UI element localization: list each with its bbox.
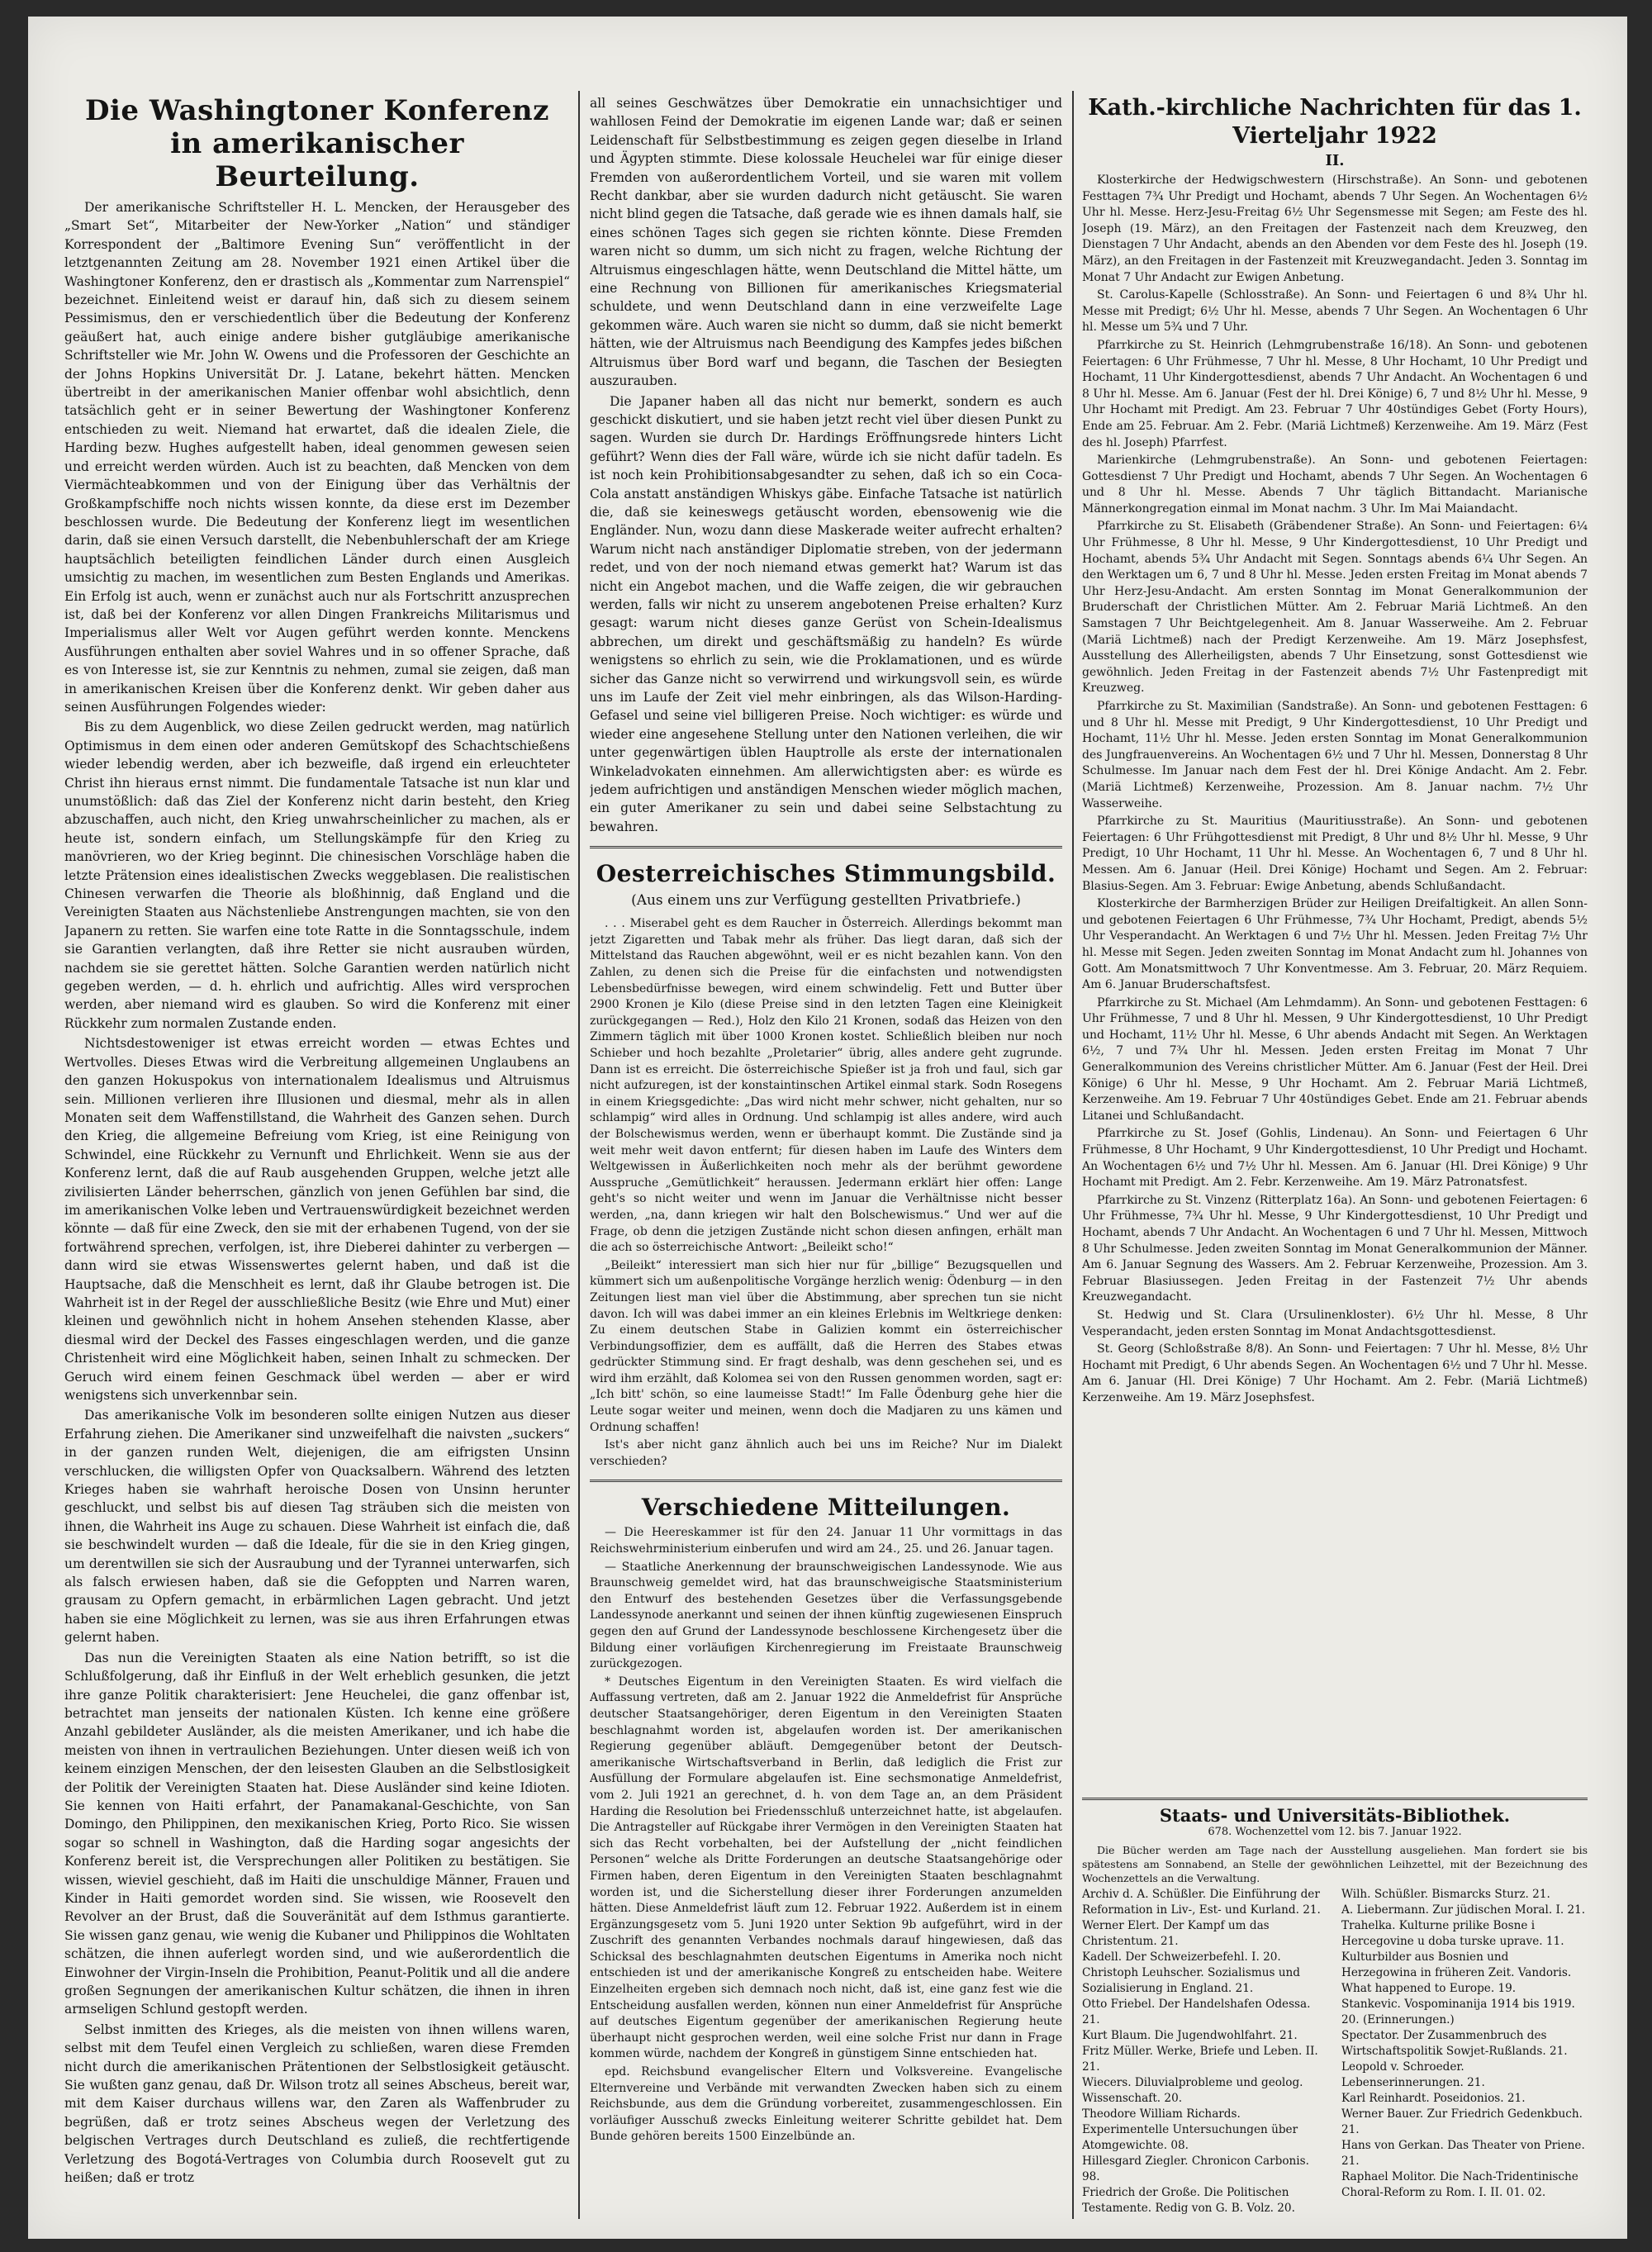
church-entry: Pfarrkirche zu St. Vinzenz (Ritterplatz 16a). An Sonn- und gebotenen Feiertagen: 6 Uhr Frühmesse, 7¾ Uhr hl. Messe, 9 Uhr Kindergottesdienst, 10 Uhr Predigt und Hochamt, abends 7 Uhr Andacht. An Wochentagen 6 und 7 Uhr hl. Messen, Mittwoch 8 Uhr Schulmesse. Jeden zweiten Sonntag im Monat Generalkommunion der Männer. Am 6. Januar Segnung des Wassers. Am 2. Februar Kerzenweihe, Prozession. Am 3. Februar Blasiussegen. Jeden Freitag in der Fastenzeit 7½ Uhr abends Kreuzwegandacht. bbox=[1082, 1193, 1588, 1304]
section-title-austria: Oesterreichisches Stimmungsbild. bbox=[596, 860, 1056, 888]
book-entry: Archiv d. A. Schüßler. Die Einführung der Reformation in Liv-, Est- und Kurland. 21. bbox=[1082, 1888, 1321, 1917]
section-divider bbox=[1082, 1798, 1588, 1800]
church-entry: Pfarrkirche zu St. Mauritius (Mauritiusstraße). An Sonn- und gebotenen Feiertagen: 6 Uhr Frühgottesdienst mit Predigt, 8 Uhr und 8½ Uhr hl. Messe, 9 Uhr Predigt, 10 Uhr Hochamt, 11 Uhr hl. Messe. An Wochentagen 6, 7 und 8 Uhr hl. Messen. Am 6. Januar (Heil. Drei Könige) Hochamt und Segen. Am 2. Februar: Blasius-Segen. Am 3. Februar: Ewige Anbetung, abends Schlußandacht. bbox=[1082, 815, 1588, 893]
paragraph: Ist's aber nicht ganz ähnlich auch bei uns im Reiche? Nur im Dialekt verschieden? bbox=[590, 1438, 1062, 1468]
church-entry: Pfarrkirche zu St. Elisabeth (Gräbendener Straße). An Sonn- und Feiertagen: 6¼ Uhr Frühmesse, 8 Uhr hl. Messe, 9 Uhr Kindergottesdienst, 10 Uhr Predigt und Hochamt, abends 5¾ Uhr Andacht mit Segen. Sonntags abends 6¼ Uhr Segen. An den Werktagen um 6, 7 und 8 Uhr hl. Messe. Jeden ersten Freitag im Monat abends 7 Uhr Herz-Jesu-Andacht. Am ersten Sonntag im Monat Generalkommunion der Bruderschaft der Christlichen Mütter. Am 2. Februar Mariä Lichtmeß. An den Samstagen 7 Uhr Beichtgelegenheit. Am 8. Januar Wasserweihe. Am 2. Februar (Mariä Lichtmeß) nach der Predigt Kerzenweihe. Am 19. März Josephsfest, Ausstellung des Allerheiligsten, abends 7 Uhr Einsetzung, sonst Gottesdienst wie gewöhnlich. Jeden Freitag in der Fastenzeit abends 7½ Uhr Fastenpredigt mit Kreuzweg. bbox=[1082, 520, 1588, 696]
church-entry: Pfarrkirche zu St. Maximilian (Sandstraße). An Sonn- und gebotenen Festtagen: 6 und 8 Uhr hl. Messe mit Predigt, 9 Uhr Kindergottesdienst, 10 Uhr Predigt und Hochamt, 11½ Uhr hl. Messe. Jeden ersten Sonntag im Monat Generalkommunion des Jungfrauenvereins. An Wochentagen 6½ und 7 Uhr hl. Messen, Donnerstag 8 Uhr Schulmesse. Im Januar nach dem Fest der hl. Drei Könige Andacht. Am 2. Febr. (Mariä Lichtmeß) Kerzenweihe, Prozession. Am 8. Januar nachm. 7½ Uhr Wasserweihe. bbox=[1082, 700, 1588, 810]
paragraph: — Die Heereskammer ist für den 24. Januar 11 Uhr vormittags in das Reichswehrministerium einberufen und wird am 24., 25. und 26. Januar tagen. bbox=[590, 1526, 1062, 1556]
book-entry: Christoph Leuhscher. Sozialismus und Sozialisierung in England. 21. bbox=[1082, 1966, 1300, 1995]
library-column-right bbox=[1341, 1887, 1588, 2216]
book-entry: Otto Friebel. Der Handelshafen Odessa. 21. bbox=[1082, 1998, 1311, 2026]
book-entry: Hillesgard Ziegler. Chronicon Carbonis. 98. bbox=[1082, 2155, 1309, 2183]
paragraph: — Staatliche Anerkennung der braunschweigischen Landessynode. Wie aus Braunschweig gemeldet wird, hat das braunschweigische Staatsministerium den Entwurf des bestehenden Gesetzes über die Verfassungsgebende Landessynode anerkannt und seinen der ihnen künftig zugewiesenen Einspruch gegen den auf Grund der Landessynode beschlossene Kirchengesetz über die Bildung einer vorläufigen Kirchenregierung im Freistaate Braunschweig zurückgezogen. bbox=[590, 1560, 1062, 1671]
article-body bbox=[64, 198, 570, 2187]
church-entry: Klosterkirche der Hedwigschwestern (Hirschstraße). An Sonn- und gebotenen Festtagen 7¾ Uhr Predigt und Hochamt, abends 7 Uhr Segen. An Wochentagen 6½ Uhr hl. Messe. Herz-Jesu-Freitag 6½ Uhr Segensmesse mit Segen; am Feste des hl. Joseph (19. März), an den Freitagen der Fastenzeit nach dem Kreuzweg, den Dienstagen 7 Uhr Andacht, abends an den Abenden vor dem Feste des hl. Joseph (19. März), an den Freitagen in der Fastenzeit mit Kreuzwegandacht. Jeden 3. Sonntag im Monat 7 Uhr Andacht zur Ewigen Anbetung. bbox=[1082, 173, 1588, 284]
paragraph: „Beileikt“ interessiert man sich hier nur für „billige“ Bezugsquellen und kümmert sich um außenpolitische Vorgänge herzlich wenig: Ödenburg — in den Zeitungen liest man viel über die Abstimmung, aber sprechen tun sie nicht davon. Ich will was dabei immer an ein kleines Erlebnis im Weltkriege denken: Zu einem deutschen Stabe in Galizien kommt ein österreichischer Verbindungsoffizier, dem es auffällt, daß die Herren des Stabes etwas gedrückter Stimmung sind. Er fragt deshalb, was denn geschehen sei, und es wird ihm erzählt, daß Kolomea sei von den Russen genommen worden, sagt er: „Ich bitt' schön, so eine laumeisse Stadt!“ Im Falle Ödenburg gehe hier die Leute sogar weiter und meinen, wenn doch die Madjaren zu uns kämen und Ordnung schaffen! bbox=[590, 1258, 1062, 1434]
church-entry: St. Carolus-Kapelle (Schlosstraße). An Sonn- und Feiertagen 6 und 8¾ Uhr hl. Messe mit Predigt; 6½ Uhr hl. Messe, abends 7 Uhr Segen. An Wochentagen 6 Uhr hl. Messe um 5¾ und 7 Uhr. bbox=[1082, 288, 1588, 335]
book-entry: Spectator. Der Zusammenbruch des Wirtschaftspolitik Sowjet-Rußlands. 21. bbox=[1341, 2029, 1568, 2058]
church-entry: Pfarrkirche zu St. Michael (Am Lehmdamm). An Sonn- und gebotenen Festtagen: 6 Uhr Frühmesse, 7 und 8 Uhr hl. Messen, 9 Uhr Kindergottesdienst, 10 Uhr Predigt und Hochamt, 11½ Uhr hl. Messe, 6 Uhr abends Andacht mit Segen. An Werktagen 6½, 7 und 7¾ Uhr hl. Messen. Jeden ersten Freitag im Monat 7 Uhr Generalkommunion des Vereins christlicher Mütter. Am 6. Januar (Fest der Heil. Drei Könige) 6 Uhr hl. Messe, 9 Uhr Hochamt. Am 2. Februar Mariä Lichtmeß, Kerzenweihe. Am 19. Februar 7 Uhr 40stündiges Gebet. Ende am 21. Februar abends Litanei und Schlußandacht. bbox=[1082, 995, 1588, 1123]
book-entry: Karl Reinhardt. Poseidonios. 21. bbox=[1341, 2092, 1526, 2105]
column-middle bbox=[590, 94, 1062, 2222]
article-continuation bbox=[590, 94, 1062, 836]
book-entry: Kurt Blaum. Die Jugendwohlfahrt. 21. bbox=[1082, 2029, 1298, 2042]
paragraph: Das amerikanische Volk im besonderen sollte einigen Nutzen aus dieser Erfahrung ziehen. Die Amerikaner sind unzweifelhaft die naivsten „suckers“ in der ganzen runden Welt, diejenigen, die am eifrigsten Unsinn verschlucken, die willigsten Opfer von Quacksalbern. Während des letzten Krieges haben sie wahrhaft heroische Dosen von Unsinn herunter geschluckt, und selbst bis auf diesen Tag sträuben sich die meisten von ihnen, die Wahrheit ins Auge zu schauen. Diese Wahrheit ist einfach die, daß sie beschwindelt wurden — daß die Ideale, für die sie in den Krieg gingen, um derentwillen sie sich der Ausraubung und der Tyrannei unterwarfen, sich als falsch erwiesen haben, daß sie die Gefoppten und Narren waren, grausam zu Opfern gemacht, in erbärmlichen Lagen gebracht. Und jetzt haben sie eine Möglichkeit zu lernen, was sie aus ihren Erfahrungen etwas gelernt haben. bbox=[64, 1408, 570, 1646]
paragraph: Der amerikanische Schriftsteller H. L. Mencken, der Herausgeber des „Smart Set“, Mitarbeiter der New-Yorker „Nation“ und ständiger Korrespondent der „Baltimore Evening Sun“ veröffentlicht in der letztgenannten Zeitung am 28. November 1921 einen Artikel über die Washingtoner Konferenz, den er drastisch als „Kommentar zum Narrenspiel“ bezeichnet. Einleitend weist er darauf hin, daß sich zu diesem seinem Pessimismus, den er verschiedentlich über die Bedeutung der Konferenz geäußert hat, auch einige andere bisher gutgläubige amerikanische Schriftsteller wie Mr. John W. Owens und die Professoren der Geschichte an der Johns Hopkins Universität Dr. J. Latane, bekehrt hätten. Mencken übertreibt in der amerikanischen Manier offenbar wohl absichtlich, denn tatsächlich geht er in seiner Bewertung der Washingtoner Konferenz entschieden zu weit. Niemand hat erwartet, daß die idealen Ziele, die Harding bezw. Hughes aufgestellt haben, ideal genommen gewesen seien und erreicht werden würden. Auch ist zu beachten, daß Mencken von dem Viermächteabkommen und von der Einigung über das Verhältnis der Großkampfschiffe noch nichts wissen konnte, da diese erst im Dezember beschlossen wurde. Die Bedeutung der Konferenz liegt im wesentlichen darin, daß sie einen Versuch darstellt, die Nebenbuhlerschaft der am Kriege hauptsächlich beteiligten feindlichen Länder durch einen Ausgleich umsichtig zu machen, im wesentlichen zum Besten Englands und Amerikas. Ein Erfolg ist auch, wenn er zunächst auch nur als Fortschritt anzusprechen ist, daß bei der Konferenz vor allen Dingen Frankreichs Militarismus und Imperialismus aller Welt vor Augen geführt werden konnte. Menckens Ausführungen enthalten aber soviel Wahres und in so offener Sprache, daß es von Interesse ist, sie zur Kenntnis zu nehmen, zumal sie zeigen, daß man in amerikanischen Kreisen über die Konferenz denkt. Wir geben daher aus seinen Ausführungen Folgendes wieder: bbox=[64, 200, 570, 715]
section-title-misc: Verschiedene Mitteilungen. bbox=[641, 1494, 1011, 1522]
church-entry: St. Georg (Schloßstraße 8/8). An Sonn- und Feiertagen: 7 Uhr hl. Messe, 8½ Uhr Hochamt mit Predigt, 6 Uhr abends Segen. An Wochentagen 6½ und 7 Uhr hl. Messe. Am 6. Januar (Hl. Drei Könige) 7 Uhr Hochamt. Am 2. Febr. (Mariä Lichtmeß) Kerzenweihe. Am 19. März Josephsfest. bbox=[1082, 1342, 1588, 1404]
book-entry: Werner Elert. Der Kampf um das Christentum. 21. bbox=[1082, 1919, 1270, 1948]
library-column-left bbox=[1082, 1887, 1328, 2216]
book-entry: Raphael Molitor. Die Nach-Tridentinische Choral-Reform zu Rom. I. II. 01. 02. bbox=[1341, 2170, 1578, 2199]
church-entry: Klosterkirche der Barmherzigen Brüder zur Heiligen Dreifaltigkeit. An allen Sonn- und gebotenen Feiertagen 6 Uhr Frühmesse, 7¾ Uhr Hochamt, Predigt, abends 5½ Uhr Vesperandacht. An Werktagen 6 und 7½ Uhr hl. Messen. Jeden Freitag 7½ Uhr hl. Messe mit Segen. Jeden zweiten Sonntag im Monat Andacht zum hl. Johannes von Gott. Am Monatsmittwoch 7 Uhr Konventmesse. Am 3. Februar, 20. März Requiem. Am 6. Januar Bruderschaftsfest. bbox=[1082, 897, 1588, 992]
paragraph: . . . Miserabel geht es dem Raucher in Österreich. Allerdings bekommt man jetzt Zigaretten und Tabak mehr als früher. Das liegt daran, daß sich der Mittelstand das Rauchen abgewöhnt, weil er es nicht bezahlen kann. Von den Zahlen, zu denen sich die Preise für die einfachsten und notwendigsten Lebensbedürfnisse bewegen, wird einem schwindelig. Fett und Butter über 2900 Kronen je Kilo (diese Preise sind in den letzten Tagen eine Kleinigkeit zurückgegangen — Red.), Holz den Kilo 21 Kronen, sodaß das Heizen von den Zimmern täglich mit über 1000 Kronen kostet. Schließlich bleiben nur noch Schieber und hoch bezahlte „Proletarier“ übrig, alles andere geht zugrunde. Dann ist es erreicht. Die österreichische Spießer ist ja froh und faul, sich gar nicht aufzuregen, ist der konstaintinschen Artikel einmal stark. Sodn Rosegens in einem Kriegsgedichte: „Das wird nicht mehr schwer, nicht gehalten, nur so schlampig“ wird alles in Ordnung. Und schlampig ist alles andere, wird auch der Bolschewismus werden, wenn er überhaupt kommt. Die Zustände sind ja weit mehr weit davon entfernt; für diesen haben im Laufe des Winters dem Weltgewissen in Äußerlichkeiten noch mehr als der berühmt gewordene Ausspruche „Gemütlichkeit“ heraussen. Jedermann erklärt hier offen: Lange geht's so nicht weiter und wenn im Januar die Verhältnisse nicht besser werden, „na, dann kriegen wir halt den Bolschewismus.“ Und wer auf die Frage, ob denn die jetzigen Zustände nicht schon diesen anfingen, erhält man die ach so österreichische Antwort: „Beileikt scho!“ bbox=[590, 917, 1062, 1255]
paragraph: Bis zu dem Augenblick, wo diese Zeilen gedruckt werden, mag natürlich Optimismus in dem einen oder anderen Gemütskopf des Schachtschießens wieder lebendig werden, aber ich bezweifle, daß irgend ein erleuchteter Christ ihn hieraus ernst nimmt. Die fundamentale Tatsache ist nun klar und unumstößlich: daß das Ziel der Konferenz nicht darin besteht, den Krieg abzuschaffen, auch nicht, den Krieg unwahrscheinlicher zu machen, als er heute ist, sondern einfach, um Stellungskämpfe für den Krieg zu manövrieren, wo der Krieg beginnt. Die chinesischen Vorschläge haben die letzte Prätension eines idealistischen Zwecks weggeblasen. Die realistischen Chinesen verwarfen die Theorie als bloßhinnig, daß England und die Vereinigten Staaten aus Nächstenliebe Anstrengungen machten, sie von den Japanern zu retten. Sie warfen eine tote Ratte in die Sonntagsschule, indem sie Garantien verlangten, daß ihre Retter sie nicht ausrauben würden, nachdem sie sie gerettet hätten. Solche Garantien werden natürlich nicht gegeben werden, — d. h. ehrlich und aufrichtig. Alles wird versprochen werden, aber niemand wird es glauben. So wird die Konferenz mit einer Rückkehr zum normalen Zustande enden. bbox=[64, 720, 570, 1031]
book-entry: Hans von Gerkan. Das Theater von Priene. 21. bbox=[1341, 2139, 1585, 2168]
church-entry: Pfarrkirche zu St. Heinrich (Lehmgrubenstraße 16/18). An Sonn- und gebotenen Feiertagen: 6 Uhr Frühmesse, 7 Uhr hl. Messe, 8 Uhr Hochamt, 10 Uhr Predigt und Hochamt, 11 Uhr Kindergottesdienst, abends 7 Uhr Andacht. An Wochentagen 6 und 8 Uhr hl. Messe. Am 6. Januar (Fest der hl. Drei Könige) 6, 7 und 8½ Uhr hl. Messe, 9 Uhr Hochamt mit Predigt. Am 23. Februar 7 Uhr 40stündiges Gebet (Forty Hours), Ende am 25. Februar. Am 2. Febr. (Mariä Lichtmeß) Kerzenweihe. Am 19. März (Fest des hl. Joseph) Pfarrfest. bbox=[1082, 338, 1588, 449]
book-entry: Fritz Müller. Werke, Briefe und Leben. II. 21. bbox=[1082, 2045, 1318, 2074]
section-divider bbox=[590, 1480, 1062, 1482]
paragraph: Das nun die Vereinigten Staaten als eine Nation betrifft, so ist die Schlußfolgerung, daß ihr Einfluß in der Welt erheblich gesunken, die jetzt ihre ganze Politik charakterisiert: Jene Heuchelei, die ganz offenbar ist, betrachtet man jenseits der nationalen Küsten. Ich kenne eine größere Anzahl gebildeter Ausländer, als die meisten Amerikaner, und ich habe die meisten von ihnen in vertraulichen Beziehungen. Unter diesen weiß ich von keinem einzigen Menschen, der den leisesten Glauben an die Selbstlosigkeit der Politik der Vereinigten Staaten hat. Diese Ausländer sind keine Idioten. Sie kennen von Haiti erfahrt, der Panamakanal-Geschichte, von San Domingo, den Philippinen, den mexikanischen Krieg, Porto Rico. Sie wissen sogar so schnell in Washington, daß die Harding sogar angesichts der Konferenz bereit ist, die Versprechungen aller Politiken zu bestätigen. Sie wissen, wieviel geschieht, daß im Haiti die unschuldige Männer, Frauen und Kinder in Haiti gemordet worden sind. Sie wissen, wie Roosevelt den Revolver an der Brust, daß die Souveränität auf dem Isthmus garantierte. Sie wissen ganz genau, wie wenig die Kubaner und Philippinos die Wohltaten schätzen, die ihnen auferlegt worden sind, und wie außerordentlich die Einwohner der Virgin-Inseln die Prohibition, Peanut-Politik und all die andere großen Segnungen der amerikanischen Kultur schätzen, die ihnen in ihren armseligen Schlund gestopft werden. bbox=[64, 1650, 570, 2017]
church-news-number: II. bbox=[1325, 152, 1345, 169]
column-washington-conference bbox=[64, 94, 570, 2222]
book-entry: Werner Bauer. Zur Friedrich Gedenkbuch. 21. bbox=[1341, 2107, 1583, 2136]
book-entry: Kadell. Der Schweizerbefehl. I. 20. bbox=[1082, 1950, 1281, 1964]
book-entry: Friedrich der Große. Die Politischen Testamente. Redig von G. B. Volz. 20. bbox=[1082, 2186, 1295, 2215]
column-divider bbox=[1072, 91, 1074, 2219]
section-subtitle: (Aus einem uns zur Verfügung gestellten Privatbriefe.) bbox=[631, 892, 1021, 910]
church-listings bbox=[1082, 173, 1588, 1788]
paragraph: epd. Reichsbund evangelischer Eltern und Volksvereine. Evangelische Elternvereine und Verbände mit verwandten Zwecken haben sich zu einem Reichsbunde, aus dem die Gründung vorbereitet, zusammengeschlossen. Ein vorläufiger Ausschuß zwecks Einleitung weiterer Schritte gebildet hat. Dem Bunde gehören bereits 1500 Einzelbünde an. bbox=[590, 2065, 1062, 2144]
paragraph: Die Japaner haben all das nicht nur bemerkt, sondern es auch geschickt diskutiert, und sie haben jetzt recht viel über diesen Punkt zu sagen. Wurden sie durch Dr. Hardings Eröffnungsrede hinters Licht geführt? Wenn dies der Fall wäre, würde ich sie nicht dafür tadeln. Es ist noch kein Prohibitionsabgesandter zu sehen, daß ich so ein Coca-Cola anstatt anständigen Whiskys gäbe. Einfache Tatsache ist natürlich die, daß sie keineswegs getäuscht worden, ebensowenig wie die Engländer. Nun, wozu dann diese Maskerade weiter aufrecht erhalten? Warum nicht nach anständiger Diplomatie streben, von der jedermann redet, und von der noch niemand etwas gemerkt hat? Warum ist das nicht ein Angebot machen, und die Waffe zeigen, die wir gebrauchen werden, falls wir nicht zu unserem angebotenen Preise erhalten? Kurz gesagt: warum nicht dieses ganze Gerüst von Schein-Idealismus abbrechen, um direkt und geschäftsmäßig zu handeln? Es würde wenigstens so ehrlich zu sein, wie die Proklamationen, und es würde sicher das Ganze nicht so verwirrend und wirkungsvoll sein, es würde uns im Laufe der Zeit viel mehr einbringen, als das Wilson-Harding-Gefasel und seine viel billigeren Preise. Noch wichtiger: es würde und wieder eine angesehene Stellung unter den Nationen verleihen, die wir unter gegenwärtigen üblen Hauptrolle als erste der internationalen Winkeladvokaten einnehmen. Am allerwichtigsten aber: es würde es jedem aufrichtigen und anständigen Menschen wieder möglich machen, ein guter Amerikaner zu sein und dabei seine Selbstachtung zu bewahren. bbox=[590, 393, 1062, 834]
book-entry: Theodore William Richards. Experimentelle Untersuchungen über Atomgewichte. 08. bbox=[1082, 2107, 1298, 2152]
book-entry: Wiecers. Diluvialprobleme und geolog. Wissenschaft. 20. bbox=[1082, 2076, 1303, 2105]
book-entry: Leopold v. Schroeder. Lebenserinnerungen. 21. bbox=[1341, 2060, 1485, 2089]
library-title: Staats- und Universitäts-Bibliothek. bbox=[1159, 1805, 1511, 1826]
column-divider bbox=[578, 91, 580, 2219]
church-entry: Marienkirche (Lehmgrubenstraße). An Sonn- und gebotenen Feiertagen: Gottesdienst 7 Uhr Predigt und Hochamt, abends 7 Uhr Segen. An Wochentagen 6 und 8 Uhr hl. Messe. Abends 7 Uhr täglich Bittandacht. Marianische Männerkongregation einmal im Monat nachm. 3 Uhr. Im Mai Maiandacht. bbox=[1082, 454, 1588, 515]
paragraph: * Deutsches Eigentum in den Vereinigten Staaten. Es wird vielfach die Auffassung vertreten, daß am 2. Januar 1922 die Anmeldefrist für Ansprüche deutscher Staatsangehöriger, deren Eigentum in den Vereinigten Staaten beschlagnahmt worden ist, abgelaufen worden ist. Der amerikanischen Regierung gegenüber abläuft. Demgegenüber betont der Deutsch-amerikanische Wirtschaftsverband in Berlin, daß lediglich die Frist zur Ausfüllung der Formulare abgelaufen ist. Eine sechsmonatige Anmeldefrist, vom 2. Juli 1921 an gerechnet, d. h. von dem Tage an, an dem Präsident Harding die Resolution bei Friedensschluß unterzeichnet hatte, ist abgelaufen. Die Antragsteller auf Rückgabe ihrer Vermögen in den Vereinigten Staaten hat sich das Recht vorbehalten, bei der Aufstellung der „nicht feindlichen Personen“ welche als Dritte Forderungen an deutsche Staatsangehörige oder Firmen haben, deren Eigentum in den Vereinigten Staaten beschlagnahmt worden ist, und die Sicherstellung dieser ihrer Forderungen anzumelden hätten. Diese Anmeldefrist läuft zum 12. Februar 1922. Außerdem ist in einem Ergänzungsgesetz vom 5. Juni 1920 unter Sektion 9b aufgeführt, wird in der Zuschrift des genannten Verbandes nochmals darauf hingewiesen, daß das Schicksal des beschlagnahmten deutschen Eigentums in Amerika noch nicht entschieden ist und der amerikanische Kongreß zu entscheiden habe. Weitere Einzelheiten ergeben sich demnach noch nicht, daß ist, eine ganz fest wie die Entscheidung ausfallen werden, können nun einer Anmeldefrist für Ansprüche auf deutsches Eigentum gegenüber der amerikanischen Regierung heute überhaupt nicht gesprochen werden, weil eine solche Frist nur dann in Frage kommen würde, nachdem der Kongreß in günstigem Sinne entschieden hat. bbox=[590, 1675, 1062, 2061]
newspaper-page bbox=[28, 17, 1627, 2239]
church-entry: Pfarrkirche zu St. Josef (Gohlis, Lindenau). An Sonn- und Feiertagen 6 Uhr Frühmesse, 8 Uhr Hochamt, 9 Uhr Kindergottesdienst, 10 Uhr Predigt und Hochamt. An Wochentagen 6½ und 7½ Uhr hl. Messen. Am 6. Januar (Hl. Drei Könige) 9 Uhr Hochamt mit Predigt. Am 2. Febr. Kerzenweihe. Am 19. März Patronatsfest. bbox=[1082, 1127, 1588, 1190]
section-divider bbox=[590, 846, 1062, 848]
column-church-news bbox=[1082, 94, 1588, 2222]
article-headline: Die Washingtoner Konferenz in amerikanischer Beurteilung. bbox=[85, 94, 549, 193]
library-subtitle: 678. Wochenzettel vom 12. bis 7. Januar 1922. bbox=[1208, 1826, 1462, 1838]
paragraph: Nichtsdestoweniger ist etwas erreicht worden — etwas Echtes und Wertvolles. Dieses Etwas wird die Verbreitung allgemeinen Unglaubens an den ganzen Hokuspokus von internationalem Idealismus und Altruismus sein. Millionen verlieren ihre Illusionen und diesmal, mehr als in allen Monaten seit dem Waffenstillstand, die Wahrheit des Ganzen sehen. Durch den Krieg, die allgemeine Befreiung vom Krieg, ist eine Reinigung von Schwindel, eine Rückkehr zu Vernunft und Ehrlichkeit. Wenn sie aus der Konferenz lernt, daß die auf Raub ausgehenden Gruppen, welche jetzt alle zivilisierten Länder beherrschen, gänzlich von jenen Gefühlen bar sind, die im amerikanischen Volke leben und Vertrauenswürdigkeit bezeichnet werden könnte — daß für eine Zweck, den sie mit der erhabenen Tugend, von der sie fortwährend sprechen, verfolgen, ist, ihre Dieberei dahinter zu verbergen — dann wird sie etwas Wissenswertes gelernt haben, und daß ist die Hauptsache, daß die Menschheit es lernt, daß ihr Glaube betrogen ist. Die Wahrheit ist in der Regel der ausschließliche Besitz (wie Ehre und Mut) einer kleinen und gewöhnlich nicht in hohem Ansehen stehenden Klasse, aber diesmal wird der Deckel des Fasses eingeschlagen werden, und die ganze Christenheit wird eine Möglichkeit haben, seinen Inhalt zu schmecken. Der Geruch wird einem feinen Geschmack übel werden — aber er wird wenigstens sich unverkennbar sein. bbox=[64, 1036, 570, 1403]
paragraph: Selbst inmitten des Krieges, als die meisten von ihnen willens waren, selbst mit dem Teufel einen Vergleich zu schließen, waren diese Fremden nicht durch die amerikanischen Prätentionen der Selbstlosigkeit getäuscht. Sie wußten ganz genau, daß Dr. Wilson trotz all seines Abscheus, bereit war, mit dem Kaiser durchaus willens war, den Zaren als Waffenbruder zu begrüßen, daß er trotz seines Abscheus wegen der Verletzung des belgischen Vertrages durch Deutschland es zuließ, die rechtfertigende Verletzung des Bogotá-Vertrages von Columbia durch Roosevelt gut zu heißen; daß er trotz bbox=[64, 2022, 570, 2186]
church-entry: St. Hedwig und St. Clara (Ursulinenkloster). 6½ Uhr hl. Messe, 8 Uhr Vesperandacht, jeden ersten Sonntag im Monat Andachtsgottesdienst. bbox=[1082, 1308, 1588, 1338]
book-entry: A. Liebermann. Zur jüdischen Moral. I. 21. bbox=[1341, 1903, 1586, 1917]
church-news-title: Kath.-kirchliche Nachrichten für das 1. Vierteljahr 1922 bbox=[1088, 95, 1582, 149]
book-entry: Stankevic. Vospominanija 1914 bis 1919. 20. (Erinnerungen.) bbox=[1341, 1998, 1575, 2026]
book-entry: Wilh. Schüßler. Bismarcks Sturz. 21. bbox=[1341, 1888, 1550, 1901]
library-book-list bbox=[1082, 1887, 1588, 2216]
library-note: Die Bücher werden am Tage nach der Ausstellung ausgeliehen. Man fordert sie bis spätestens am Sonnabend, an Stelle der gewöhnlichen Leihzettel, mit der Bezeichnung des Wochenzettels an die Verwaltung. bbox=[1082, 1844, 1588, 1884]
book-entry: Trahelka. Kulturne prilike Bosne i Hercegovine u doba turske uprave. 11. Kulturbilder aus Bosnien und Herzegowina in früheren Zeit. Vandoris. What happened to Europe. 19. bbox=[1341, 1919, 1572, 1995]
paragraph: all seines Geschwätzes über Demokratie ein unnachsichtiger und wahllosen Feind der Demokratie im eigenen Lande war; daß er seinen Leidenschaft für Selbstbestimmung es zeigen gegen dieselbe in Irland und Ägypten stimmte. Diese kolossale Heuchelei war für einige dieser Fremden von außerordentlichem Vorteil, und sie waren mit vollem Recht dankbar, aber sie wurden dadurch nicht getäuscht. Sie waren nicht blind gegen die Tatsache, daß gerade wie es ihnen damals half, sie eines schönen Tages sich gegen sie richten könnte. Diese Fremden waren nicht so dumm, um sich nicht zu fragen, welche Richtung der Altruismus eingeschlagen hätte, wenn Deutschland die Mittel hätte, um eine Rechnung von Billionen für amerikanisches Kriegsmaterial schuldete, und wenn Deutschland dann in eine verzweifelte Lage gekommen wäre. Auch waren sie nicht so dumm, daß sie nicht bemerkt hätten, wie der Altruismus nach Beendigung des Kampfes jedes bißchen Altruismus über Bord warf und begann, die Taschen der Besiegten auszurauben. bbox=[590, 96, 1062, 389]
